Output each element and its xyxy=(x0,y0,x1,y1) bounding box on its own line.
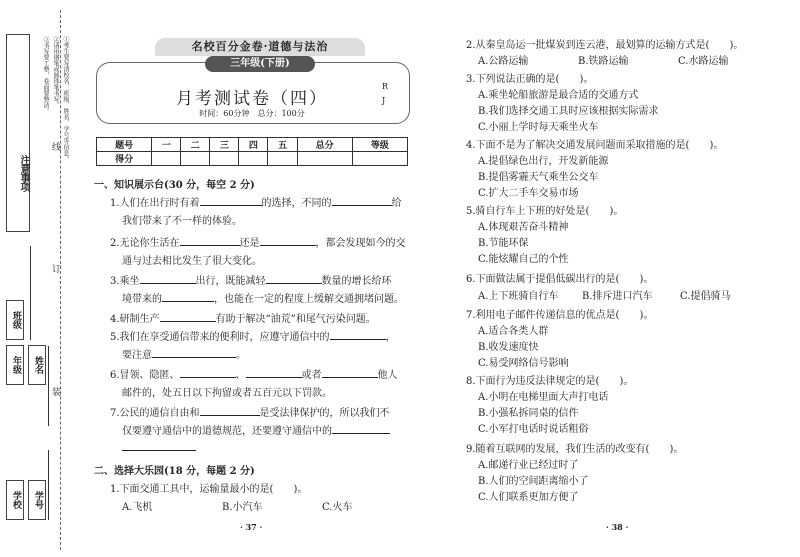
text: 1.人们在出行时有着 xyxy=(110,198,200,209)
score-input[interactable] xyxy=(239,152,268,166)
class-line xyxy=(30,246,31,340)
page-number-left: · 37 · xyxy=(240,522,263,532)
c3-question: 3.下列说法正确的是( )。 xyxy=(466,74,594,85)
score-row-label: 得分 xyxy=(97,152,152,166)
c3-option-c[interactable]: C.小丽上学时每天乘坐火车 xyxy=(478,122,599,133)
answer-blank[interactable] xyxy=(160,311,216,322)
exam-info: 时间：60分钟 总分：100分 xyxy=(199,109,305,118)
score-input[interactable] xyxy=(181,152,210,166)
answer-blank[interactable] xyxy=(152,347,236,358)
c9-option-c[interactable]: C.人们联系更加方便了 xyxy=(478,492,579,503)
c5-question: 5.骑自行车上下班的好处是( )。 xyxy=(466,206,624,217)
q6-line1 xyxy=(110,366,398,381)
q7-line3 xyxy=(122,440,196,454)
answer-blank[interactable] xyxy=(180,235,240,246)
id-line xyxy=(48,450,49,520)
c7-option-c[interactable]: C.易受网络信号影响 xyxy=(478,358,569,369)
answer-blank[interactable] xyxy=(162,291,214,302)
answer-blank[interactable] xyxy=(180,367,236,378)
cut-mark: 订 xyxy=(52,265,62,275)
text: 有助于解决“油荒”和尾气污染问题。 xyxy=(215,314,376,325)
name-line xyxy=(48,346,49,426)
q5-line2 xyxy=(122,346,246,361)
c8-question: 8.下面行为违反法律规定的是( )。 xyxy=(466,376,634,387)
answer-blank[interactable] xyxy=(122,440,196,451)
q2-line2: 通与过去相比发生了很大变化。 xyxy=(122,256,262,267)
name-label: 姓名 xyxy=(28,345,46,385)
text: 6.冒领、隐匿、 xyxy=(110,370,180,381)
cut-mark: 线 xyxy=(52,143,62,153)
text: 2.无论你生活在 xyxy=(110,238,180,249)
answer-blank[interactable] xyxy=(266,273,322,284)
c2-option-b[interactable]: B.铁路运输 xyxy=(578,56,629,67)
q6-line2: 邮件的，处五日以下拘留或者五百元以下罚款。 xyxy=(122,388,332,399)
answer-blank[interactable] xyxy=(246,367,302,378)
score-cell: 总分 xyxy=(297,138,352,152)
c4-option-c[interactable]: C.扩大二手车交易市场 xyxy=(478,188,579,199)
q5-line1 xyxy=(110,328,396,343)
text: ，都会发现如今的交 xyxy=(315,238,406,249)
c6-option-b[interactable]: B.排斥进口汽车 xyxy=(582,291,653,302)
c8-option-c[interactable]: C.小军打电话时说话粗俗 xyxy=(478,424,589,435)
c5-option-c[interactable]: C.能炫耀自己的个性 xyxy=(478,254,569,265)
c5-option-a[interactable]: A.体现艰苦奋斗精神 xyxy=(478,222,569,233)
answer-blank[interactable] xyxy=(140,273,196,284)
section-1-title: 一、知识展示台(30 分，每空 2 分) xyxy=(94,180,255,191)
text: 数量的增长给环 xyxy=(321,276,392,287)
text: ， xyxy=(385,332,396,343)
q2-line1 xyxy=(110,234,406,249)
notes-text xyxy=(30,36,70,226)
c4-question: 4.下面不是为了解决交通发展问题而采取措施的是( )。 xyxy=(466,140,724,151)
c1-option-a[interactable]: A.飞机 xyxy=(122,502,153,513)
note-item: ③书写要工整，卷面要整洁。 xyxy=(42,36,49,114)
series-banner: 名校百分金卷·道德与法治 xyxy=(155,38,365,56)
answer-blank[interactable] xyxy=(332,423,390,434)
text: 的选择，不同的 xyxy=(261,198,332,209)
answer-blank[interactable] xyxy=(330,329,386,340)
text: 7.公民的通信自由和 xyxy=(110,408,200,419)
text: ，也能在一定的程度上缓解交通拥堵问题。 xyxy=(214,294,404,305)
text: 出行，既能减轻 xyxy=(195,276,266,287)
section-2-title: 二、选择大乐园(18 分，每题 2 分) xyxy=(94,466,255,477)
id-label: 学号 xyxy=(28,480,46,520)
c8-option-a[interactable]: A.小明在电梯里面大声打电话 xyxy=(478,392,609,403)
q3-line2 xyxy=(122,290,404,305)
page-number-right: · 38 · xyxy=(606,522,629,532)
c1-option-c[interactable]: C.火车 xyxy=(322,502,353,513)
text: 5.我们在享受通信带来的便利时，应遵守通信中的 xyxy=(110,332,330,343)
text: 、 xyxy=(235,370,246,381)
c2-option-a[interactable]: A.公路运输 xyxy=(478,56,529,67)
c9-question: 9.随着互联网的发展，我们生活的改变有( )。 xyxy=(466,444,684,455)
answer-blank[interactable] xyxy=(200,405,260,416)
c3-option-b[interactable]: B.我们选择交通工具时应该根据实际需求 xyxy=(478,106,659,117)
q3-line1 xyxy=(110,272,392,287)
answer-blank[interactable] xyxy=(332,195,392,206)
score-input[interactable] xyxy=(210,152,239,166)
text: 是受法律保护的，所以我们不 xyxy=(259,408,390,419)
grade-label: 年级 xyxy=(6,345,24,385)
c8-option-b[interactable]: B.小强私拆同桌的信件 xyxy=(478,408,579,419)
text: 或者 xyxy=(301,370,322,381)
q7-line1 xyxy=(110,404,390,419)
score-cell: 四 xyxy=(239,138,268,152)
edition-j: J xyxy=(382,96,386,105)
text: 还是 xyxy=(239,238,260,249)
score-input[interactable] xyxy=(352,152,407,166)
class-label: 班级 xyxy=(6,300,24,340)
score-header-row xyxy=(97,138,408,152)
text: 境带来的 xyxy=(122,294,162,305)
c3-option-a[interactable]: A.乘坐轮船旅游是最合适的交通方式 xyxy=(478,90,639,101)
score-cell: 二 xyxy=(181,138,210,152)
answer-blank[interactable] xyxy=(260,235,316,246)
page-title: 月考测试卷（四） xyxy=(176,89,328,109)
c5-option-b[interactable]: B.节能环保 xyxy=(478,238,529,249)
score-table xyxy=(96,137,408,166)
edition-r: R xyxy=(382,82,389,91)
c7-option-a[interactable]: A.适合各类人群 xyxy=(478,326,549,337)
c1-question: 1.下面交通工具中，运输量最小的是( )。 xyxy=(110,484,308,495)
q4-line1 xyxy=(110,310,376,325)
c9-option-b[interactable]: B.人们的空间距离缩小了 xyxy=(478,476,589,487)
score-cell: 三 xyxy=(210,138,239,152)
q7-line2 xyxy=(122,422,390,437)
c2-option-c[interactable]: C.水路运输 xyxy=(678,56,729,67)
note-item: ①考生要写清校名、班级、姓名、学号等信息。 xyxy=(62,36,69,162)
text: 4.研制生产 xyxy=(110,314,160,325)
text: 要注意 xyxy=(122,350,152,361)
c6-question: 6.下面做法属于提倡低碳出行的是( )。 xyxy=(466,274,654,285)
text: 仅要遵守通信中的道德规范，还要遵守通信中的 xyxy=(122,426,332,437)
text: 。 xyxy=(236,350,246,361)
score-cell: 五 xyxy=(268,138,297,152)
c7-option-b[interactable]: B.收发速度快 xyxy=(478,342,539,353)
school-label: 学校 xyxy=(6,480,24,520)
score-value-row xyxy=(97,152,408,166)
answer-blank[interactable] xyxy=(200,195,262,206)
score-input[interactable] xyxy=(297,152,352,166)
text: 给 xyxy=(391,198,402,209)
text: 3.乘坐 xyxy=(110,276,140,287)
c2-question: 2.从秦皇岛运一批煤炭到连云港，最划算的运输方式是( )。 xyxy=(466,40,744,51)
text: 他人 xyxy=(377,370,398,381)
c9-option-a[interactable]: A.邮递行业已经过时了 xyxy=(478,460,579,471)
score-cell: 等级 xyxy=(352,138,407,152)
score-input[interactable] xyxy=(268,152,297,166)
note-item: ②请用钢笔或圆珠笔书写。 xyxy=(52,36,59,108)
grade-pill: 三年级(下册) xyxy=(205,56,315,72)
cut-mark: 装 xyxy=(52,388,62,398)
notes-box xyxy=(6,34,30,232)
c7-question: 7.利用电子邮件传递信息的优点是( )。 xyxy=(466,310,654,321)
score-cell: 一 xyxy=(152,138,181,152)
c6-option-c[interactable]: C.提倡骑马 xyxy=(680,291,731,302)
answer-blank[interactable] xyxy=(322,367,378,378)
score-cell: 题号 xyxy=(97,138,152,152)
score-input[interactable] xyxy=(152,152,181,166)
c4-option-a[interactable]: A.提倡绿色出行，开发新能源 xyxy=(478,156,609,167)
q1-line1 xyxy=(110,194,402,209)
notes-title: 注意事项 xyxy=(18,155,29,191)
c1-option-b[interactable]: B.小汽车 xyxy=(222,502,263,513)
c4-option-b[interactable]: B.提倡雾霾天气乘坐公交车 xyxy=(478,172,599,183)
cut-line xyxy=(60,10,61,550)
binding-margin xyxy=(0,0,74,557)
q1-line2: 我们带来了不一样的体验。 xyxy=(122,216,242,227)
c6-option-a[interactable]: A.上下班骑自行车 xyxy=(478,291,559,302)
